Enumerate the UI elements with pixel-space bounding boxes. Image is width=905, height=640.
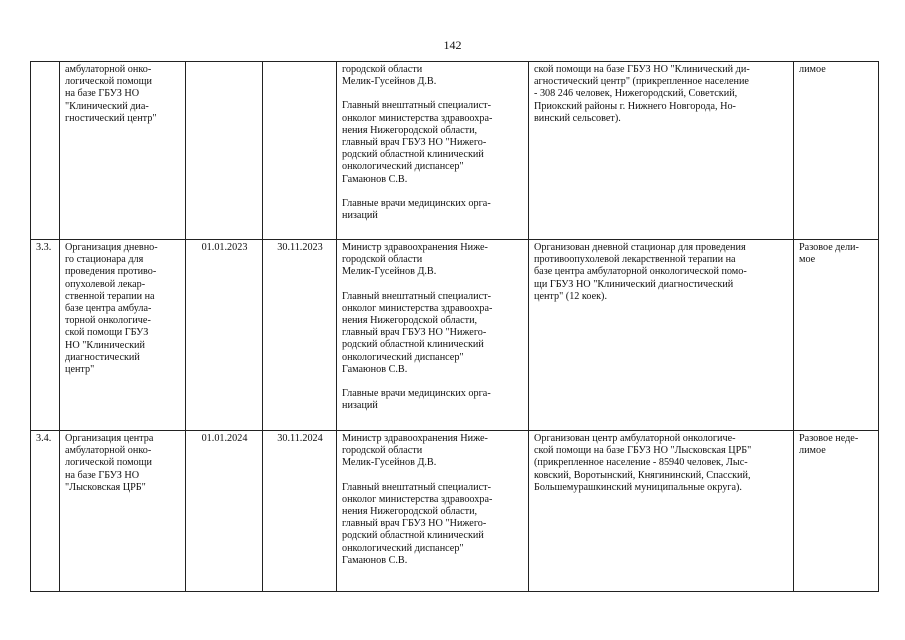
row-number-cell [31,62,60,240]
responsible-specialist: Главный внештатный специалист- онколог министерства здравоохра- нения Нижегородской области, главный врач ГБУЗ НО "Нижего- родский областной клинический онкологический диспансер" Гамаюнов С.В. [342,290,493,375]
measures-table [30,61,879,592]
row-number-cell: 3.3. [31,240,60,431]
measure-name-cell: Организация дневно- го стационара для проведения противо- опухолевой лекар- ственной терапии на базе центра амбула- торной онкологиче- ской помощи ГБУЗ НО "Клинический диагностический центр" [60,240,186,431]
responsible-cell [337,62,529,240]
responsible-chief-doctors: Главные врачи медицинских орга- низаций [342,388,491,412]
measure-name-cell: амбулаторной онко- логической помощи на базе ГБУЗ НО "Клинический диа- гностический центр" [60,62,186,240]
end-date-cell: 30.11.2024 [263,431,337,592]
result-cell: ской помощи на базе ГБУЗ НО "Клинический ди- агностический центр" (прикрепленное население - 308 246 человек, Нижегородский, Советский, Приокский районы г. Нижнего Новгорода, Но- винский сельсовет). [529,62,794,240]
responsible-minister: Министр здравоохранения Ниже- городской области Мелик-Гусейнов Д.В. [342,242,488,278]
start-date-cell: 01.01.2023 [186,240,263,431]
responsible-specialist: Главный внештатный специалист- онколог министерства здравоохра- нения Нижегородской области, главный врач ГБУЗ НО "Нижего- родский областной клинический онкологический диспансер" Гамаюнов С.В. [342,481,493,566]
responsible-cell [337,431,529,592]
responsible-cell [337,240,529,431]
responsible-minister: Министр здравоохранения Ниже- городской области Мелик-Гусейнов Д.В. [342,433,488,469]
responsible-specialist: Главный внештатный специалист- онколог министерства здравоохра- нения Нижегородской области, главный врач ГБУЗ НО "Нижего- родский областной клинический онкологический диспансер" Гамаюнов С.В. [342,100,493,185]
end-date-cell [263,62,337,240]
type-cell: лимое [794,62,879,240]
type-cell: Разовое неде- лимое [794,431,879,592]
responsible-minister: городской области Мелик-Гусейнов Д.В. [342,64,437,88]
responsible-chief-doctors: Главные врачи медицинских орга- низаций [342,197,491,222]
type-cell: Разовое дели- мое [794,240,879,431]
start-date-cell [186,62,263,240]
page-number: 142 [443,38,462,52]
row-number-cell: 3.4. [31,431,60,592]
table-row [31,240,879,431]
end-date-cell: 30.11.2023 [263,240,337,431]
table-row [31,431,879,592]
result-cell: Организован центр амбулаторной онкологиче- ской помощи на базе ГБУЗ НО "Лысковская ЦРБ" (прикрепленное население - 85940 человек, Лыс- ковский, Воротынский, Княгининский, Спасский, Большемурашкинский муниципальные округа). [529,431,794,592]
measure-name-cell: Организация центра амбулаторной онко- логической помощи на базе ГБУЗ НО "Лысковская ЦРБ" [60,431,186,592]
table-row [31,62,879,240]
start-date-cell: 01.01.2024 [186,431,263,592]
result-cell: Организован дневной стационар для проведения противоопухолевой лекарственной терапии на базе центра амбулаторной онкологической помо- щи ГБУЗ НО "Клинический диагностический центр" (12 коек). [529,240,794,431]
